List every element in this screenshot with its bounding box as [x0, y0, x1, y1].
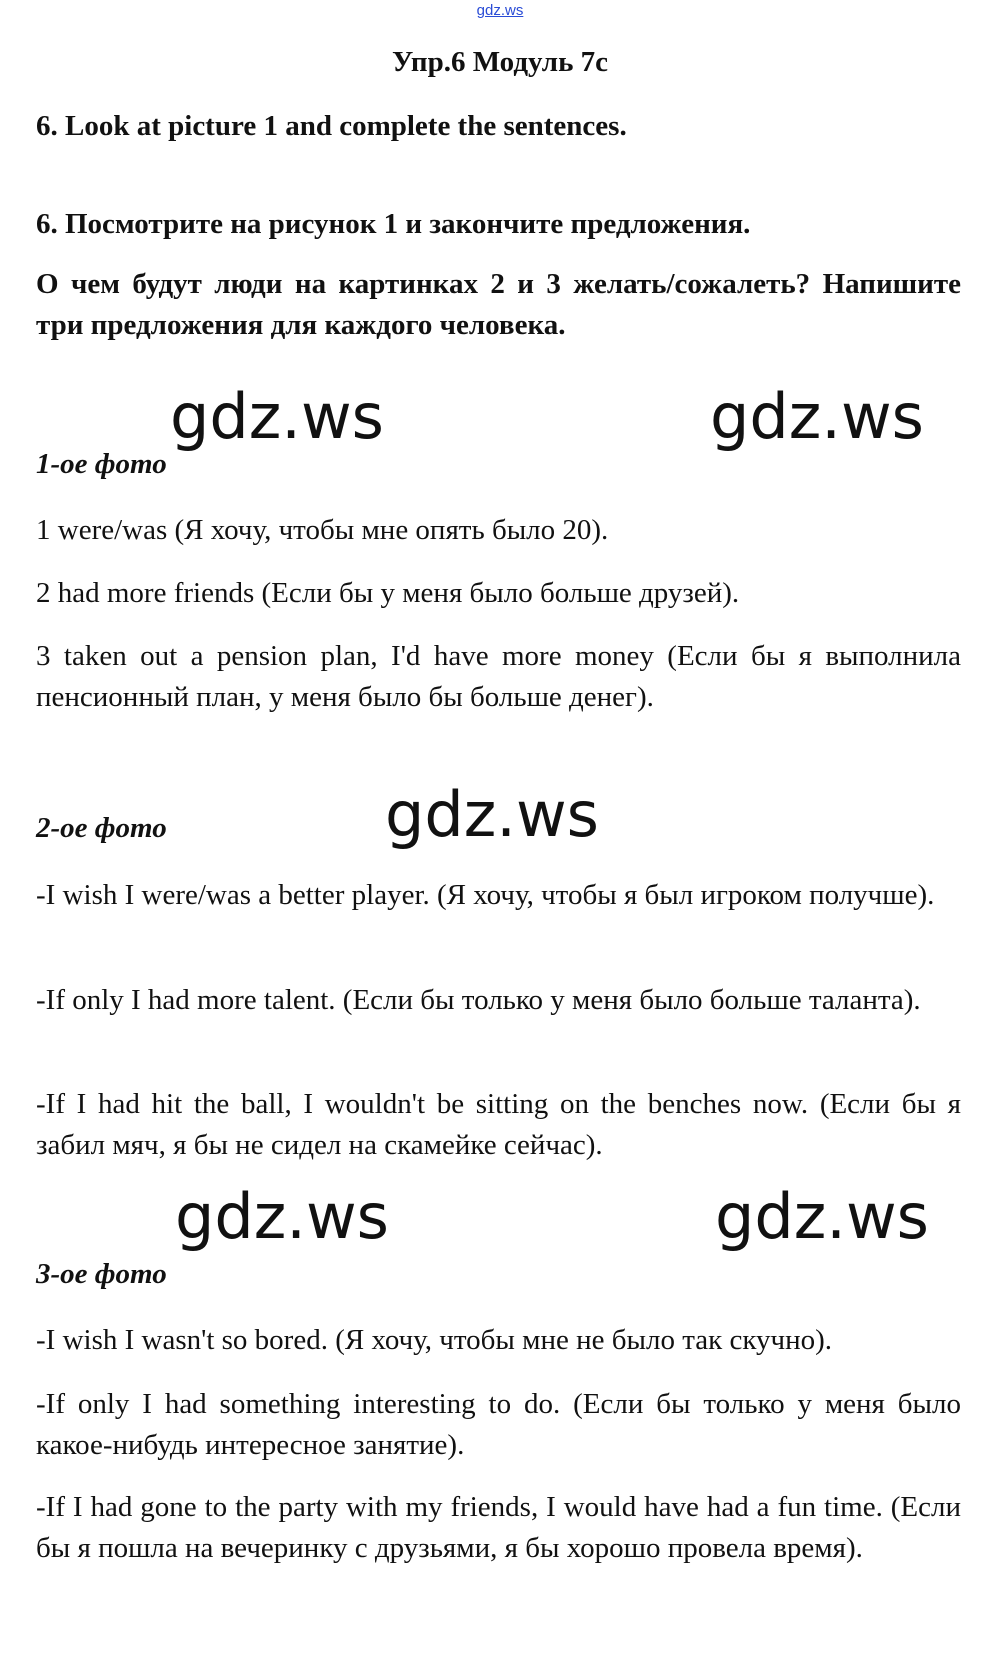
- answer-item: -If I had gone to the party with my friends, I would have had a fun time. (Если бы я пошла на вечеринку с друзьями, я бы хорошо провела время).: [36, 1491, 961, 1564]
- answer-item: -If only I had something interesting to do. (Если бы только у меня было какое-нибудь интересное занятие).: [36, 1388, 961, 1461]
- answer-item: -I wish I were/was a better player. (Я хочу, чтобы я был игроком получше).: [36, 879, 935, 911]
- page-title: Упр.6 Модуль 7с: [391, 46, 609, 78]
- task-question: О чем будут люди на картинках 2 и 3 желать/сожалеть? Напишите три предложения для каждого человека.: [36, 268, 961, 341]
- task-english: 6. Look at picture 1 and complete the sentences.: [36, 110, 627, 142]
- answer-item: 3 taken out a pension plan, I'd have more money (Если бы я выполнила пенсионный план, у меня было бы больше денег).: [36, 640, 961, 713]
- task-russian: 6. Посмотрите на рисунок 1 и закончите предложения.: [36, 208, 751, 240]
- watermark: gdz.ws: [175, 1180, 389, 1253]
- section-heading: 2-ое фото: [36, 812, 167, 844]
- watermark: gdz.ws: [385, 778, 599, 851]
- section-heading: 3-ое фото: [36, 1258, 167, 1290]
- answer-item: 1 were/was (Я хочу, чтобы мне опять было 20).: [36, 514, 609, 546]
- answer-item: -I wish I wasn't so bored. (Я хочу, чтобы мне не было так скучно).: [36, 1324, 833, 1356]
- section-heading: 1-ое фото: [36, 448, 167, 480]
- watermark: gdz.ws: [710, 380, 924, 453]
- site-mark-link[interactable]: gdz.ws: [476, 2, 524, 19]
- answer-item: -If only I had more talent. (Если бы только у меня было больше таланта).: [36, 984, 921, 1016]
- answer-item: -If I had hit the ball, I wouldn't be sitting on the benches now. (Если бы я забил мяч, я бы не сидел на скамейке сейчас).: [36, 1088, 961, 1161]
- answer-item: 2 had more friends (Если бы у меня было больше друзей).: [36, 577, 740, 609]
- watermark: gdz.ws: [170, 380, 384, 453]
- watermark: gdz.ws: [715, 1180, 929, 1253]
